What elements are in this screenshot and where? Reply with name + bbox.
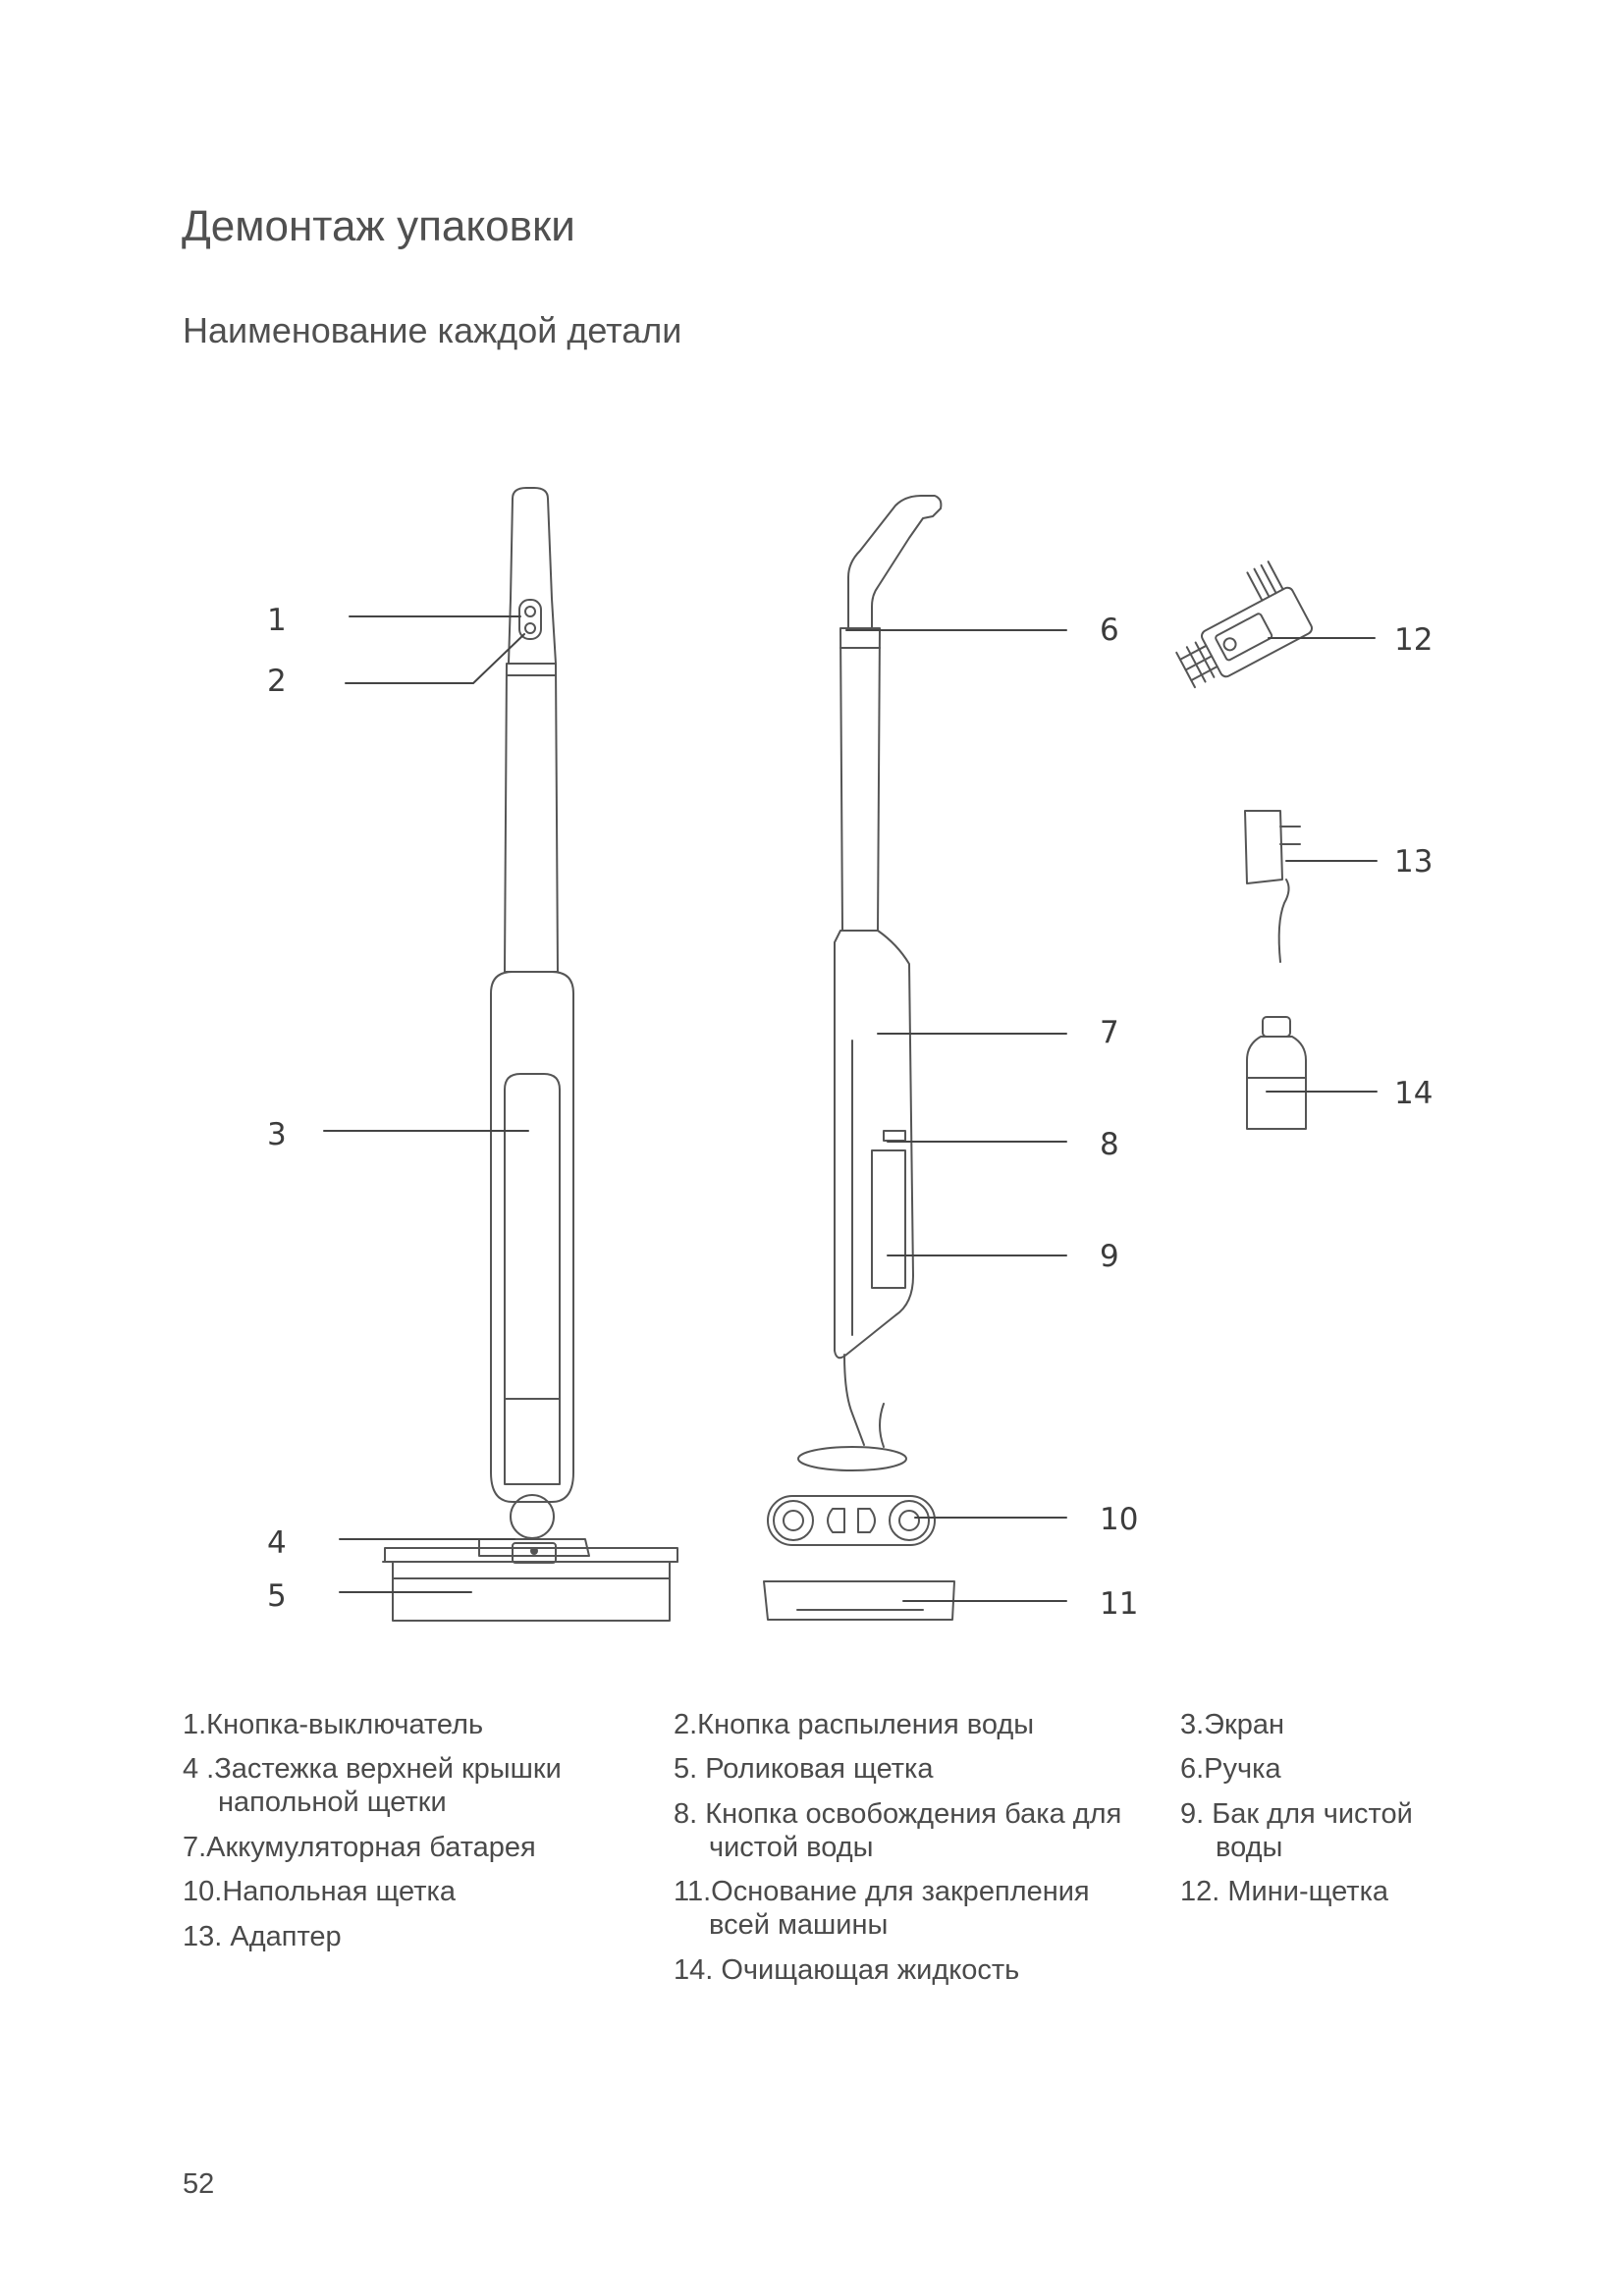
legend-item-5: 5. Роликовая щетка bbox=[674, 1753, 934, 1785]
legend-item-7: 7.Аккумуляторная батарея bbox=[183, 1832, 536, 1863]
callout-6: 6 bbox=[1100, 613, 1119, 648]
callout-9: 9 bbox=[1100, 1239, 1119, 1274]
callout-1: 1 bbox=[267, 603, 287, 638]
callout-13: 13 bbox=[1394, 844, 1434, 880]
legend-item-6: 6.Ручка bbox=[1180, 1753, 1281, 1785]
callout-7: 7 bbox=[1100, 1015, 1119, 1050]
bottle-illustration bbox=[1247, 1017, 1306, 1129]
legend-item-2: 2.Кнопка распыления воды bbox=[674, 1709, 1035, 1740]
callout-2: 2 bbox=[267, 664, 287, 699]
legend-item-14: 14. Очищающая жидкость bbox=[674, 1954, 1020, 1986]
leader-lines bbox=[324, 616, 1377, 1601]
section-subtitle: Наименование каждой детали bbox=[183, 310, 682, 350]
callout-4: 4 bbox=[267, 1525, 287, 1561]
legend-item-12: 12. Мини-щетка bbox=[1180, 1876, 1389, 1907]
callout-3: 3 bbox=[267, 1117, 287, 1152]
legend-item-13: 13. Адаптер bbox=[183, 1921, 342, 1952]
mini-brush-illustration bbox=[1159, 558, 1314, 692]
legend-item-11: 11.Основание для закрепления всей машины bbox=[674, 1876, 1090, 1941]
callout-14: 14 bbox=[1394, 1076, 1434, 1111]
front-view-illustration bbox=[383, 488, 677, 1621]
legend-item-3: 3.Экран bbox=[1180, 1709, 1284, 1740]
callout-5: 5 bbox=[267, 1578, 287, 1614]
legend-item-8: 8. Кнопка освобождения бака для чистой воды bbox=[674, 1798, 1122, 1863]
legend-item-1: 1.Кнопка-выключатель bbox=[183, 1709, 484, 1740]
page-number: 52 bbox=[183, 2168, 215, 2200]
callout-8: 8 bbox=[1100, 1127, 1119, 1162]
adapter-illustration bbox=[1245, 811, 1300, 962]
legend-item-10: 10.Напольная щетка bbox=[183, 1876, 456, 1907]
side-view-illustration bbox=[764, 496, 954, 1620]
legend-item-4: 4 .Застежка верхней крышки напольной щетки bbox=[183, 1753, 562, 1818]
page-title: Демонтаж упаковки bbox=[182, 202, 575, 250]
callout-12: 12 bbox=[1394, 622, 1434, 658]
callout-10: 10 bbox=[1100, 1502, 1139, 1537]
legend-item-9: 9. Бак для чистой воды bbox=[1180, 1798, 1413, 1863]
callout-11: 11 bbox=[1100, 1586, 1139, 1622]
